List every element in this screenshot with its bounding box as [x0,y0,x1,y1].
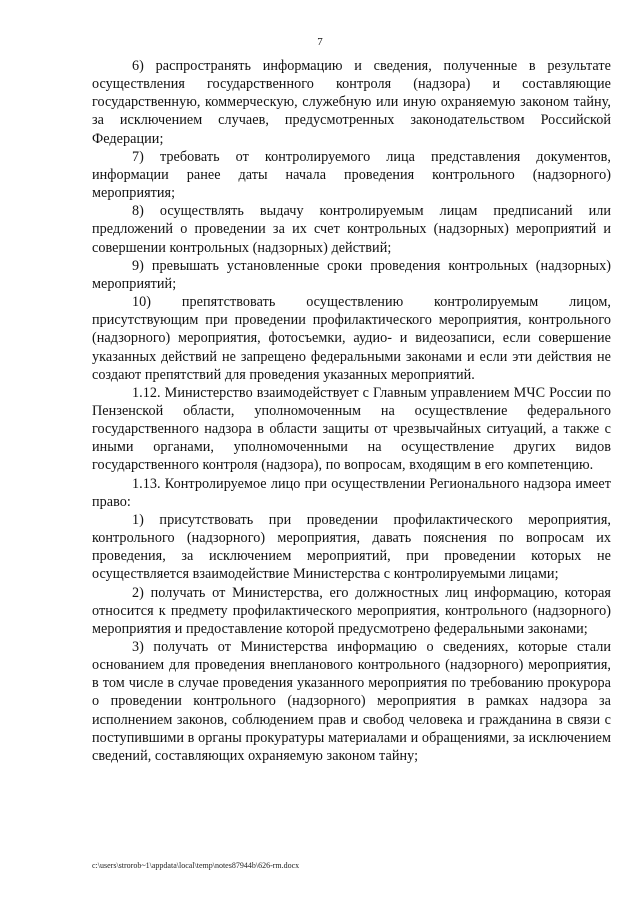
paragraph-item-7: 7) требовать от контролируемого лица представления документов, информации ранее даты начала проведения контрольного (надзорного) мероприятия; [92,148,611,202]
section-1-12: 1.12. Министерство взаимодействует с Главным управлением МЧС России по Пензенской области, уполномоченным на осуществление федерального государственного надзора в области защиты от чрезвычайных ситуаций, а также с иными органами, уполномоченными на осуществление других видов государственного контроля (надзора), по вопросам, входящим в его компетенцию. [92,384,611,474]
section-1-13: 1.13. Контролируемое лицо при осуществлении Регионального надзора имеет право: [92,475,611,510]
document-body [92,57,611,765]
right-item-2: 2) получать от Министерства, его должностных лиц информацию, которая относится к предмету профилактического мероприятия, контрольного (надзорного) мероприятия и предоставление которой предусмотрено федеральными законами; [92,584,611,637]
paragraph-item-6: 6) распространять информацию и сведения, полученные в результате осуществления государственного контроля (надзора) и составляющие государственную, коммерческую, служебную или иную охраняемую законом тайну, за исключением случаев, предусмотренных законодательством Российской Федерации; [92,58,611,147]
right-item-1: 1) присутствовать при проведении профилактического мероприятия, контрольного (надзорного) мероприятия, давать пояснения по вопросам их проведения, за исключением мероприятий, при проведении которых не осуществляется взаимодействие Министерства с контролируемыми лицами; [92,511,611,583]
footer-file-path: c:\users\strorob~1\appdata\local\temp\notes87944b\626-rm.docx [92,861,300,870]
paragraph-item-9: 9) превышать установленные сроки проведения контрольных (надзорных) мероприятий; [92,257,611,292]
paragraph-item-8: 8) осуществлять выдачу контролируемым лицам предписаний или предложений о проведении за их счет контрольных (надзорных) мероприятий и совершении контрольных (надзорных) действий; [92,203,611,256]
page-number: 7 [317,36,323,48]
paragraph-item-10: 10) препятствовать осуществлению контролируемым лицом, присутствующим при проведении профилактического мероприятия, контрольного (надзорного) мероприятия, фотосъемки, аудио- и видеозаписи, если совершение указанных действий не запрещено федеральными законами и если эти действия не создают препятствий для проведения указанных мероприятий. [92,294,611,383]
right-item-3: 3) получать от Министерства информацию о сведениях, которые стали основанием для проведения внепланового контрольного (надзорного) мероприятия, в том числе в случае проведения указанного мероприятия по требованию прокурора о проведении контрольного (надзорного) мероприятия в рамках надзора за исполнением законов, соблюдением прав и свобод человека и гражданина в связи с поступившими в органы прокуратуры материалами и обращениями, за исключением сведений, составляющих охраняемую законом тайну; [92,639,611,764]
